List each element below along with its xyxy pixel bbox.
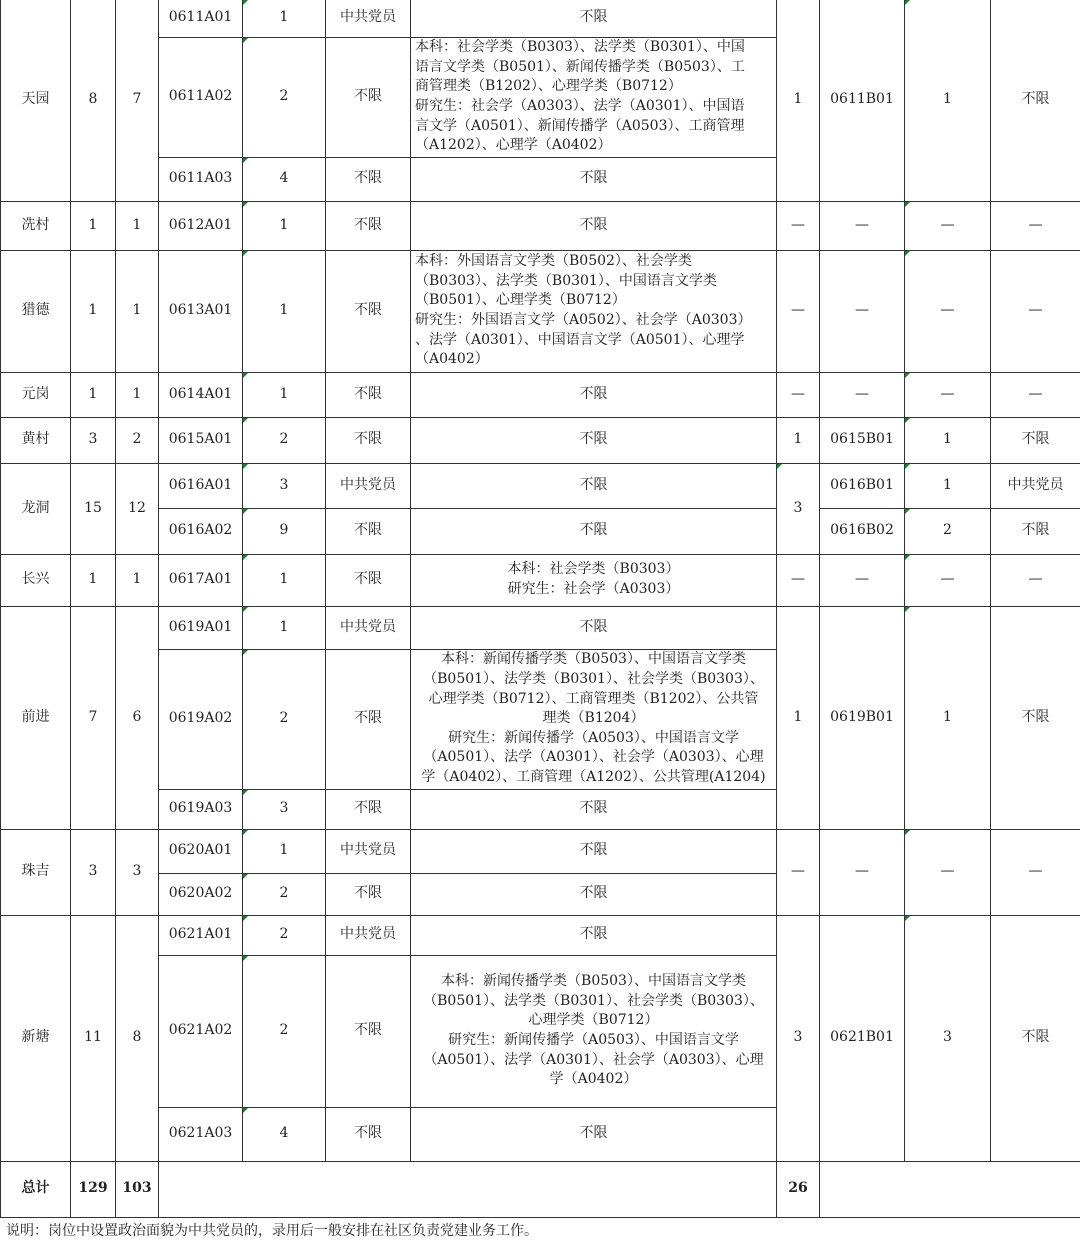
major-line: 研究生：外国语言文学（A0502）、社会学（A0303）: [415, 312, 752, 328]
major-requirement: 不限: [411, 1107, 777, 1161]
post-code: 0611A01: [159, 0, 243, 37]
post-count: 2: [243, 37, 326, 157]
planned-total: 15: [71, 463, 116, 554]
planned-total: 11: [71, 915, 116, 1161]
post-code: 0614A01: [159, 372, 243, 417]
political-status: 不限: [326, 37, 411, 157]
major-requirement: [411, 955, 777, 1107]
community-name: 前进: [1, 606, 71, 829]
b-post-total: —: [777, 829, 820, 915]
post-count: 2: [243, 955, 326, 1107]
b-post-code: 0616B02: [820, 508, 905, 554]
major-line: 研究生：社会学（A0303）、法学（A0301）、中国语: [415, 98, 745, 114]
table-row: [1, 508, 1080, 554]
major-requirement: 不限: [411, 0, 777, 37]
planned-total: 8: [71, 0, 116, 201]
b-post-count: 2: [905, 508, 991, 554]
post-count: 3: [243, 789, 326, 829]
b-post-code: 0611B01: [820, 0, 905, 201]
b-political-status: 不限: [991, 915, 1080, 1161]
post-code: 0611A02: [159, 37, 243, 157]
post-code: 0612A01: [159, 201, 243, 250]
planned-total: 7: [71, 606, 116, 829]
table-row: [1, 0, 1080, 37]
table-row: [1, 417, 1080, 463]
major-requirement: 不限: [411, 915, 777, 955]
post-code: 0620A01: [159, 829, 243, 873]
b-post-total: —: [777, 372, 820, 417]
community-name: 珠吉: [1, 829, 71, 915]
political-status: 不限: [326, 873, 411, 915]
post-count: 4: [243, 1107, 326, 1161]
b-post-code: —: [820, 250, 905, 372]
political-status: 不限: [326, 201, 411, 250]
political-status: 不限: [326, 789, 411, 829]
community-name: 龙洞: [1, 463, 71, 554]
major-line: 本科：外国语言文学类（B0502）、社会学类: [415, 253, 692, 270]
b-post-code: 0621B01: [820, 915, 905, 1161]
post-count: 1: [243, 201, 326, 250]
total-label: 总计: [1, 1161, 71, 1217]
a-post-total: 3: [116, 829, 159, 915]
major-requirement: 不限: [411, 508, 777, 554]
b-post-code: —: [820, 829, 905, 915]
planned-total: 3: [71, 829, 116, 915]
major-line: 本科：新闻传播学类（B0503）、中国语言文学类: [441, 973, 746, 990]
community-name: 长兴: [1, 554, 71, 606]
b-post-total: —: [777, 201, 820, 250]
major-line: 研究生：新闻传播学（A0503）、中国语言文学: [448, 1032, 739, 1048]
post-count: 9: [243, 508, 326, 554]
a-post-total: 1: [116, 554, 159, 606]
major-requirement: 不限: [411, 417, 777, 463]
political-status: 不限: [326, 417, 411, 463]
major-line: 研究生：社会学（A0303）: [507, 581, 680, 597]
b-post-code: —: [820, 372, 905, 417]
total-planned: 129: [71, 1161, 116, 1217]
b-political-status: 不限: [991, 606, 1080, 829]
post-count: 2: [243, 873, 326, 915]
a-post-total: 2: [116, 417, 159, 463]
major-line: 语言文学类（B0501）、新闻传播学类（B0503）、工: [415, 58, 745, 75]
major-requirement: [411, 554, 777, 606]
a-post-total: 8: [116, 915, 159, 1161]
b-post-total: 3: [777, 915, 820, 1161]
major-line: （B0501）、法学类（B0301）、社会学类（B0303）、: [423, 992, 764, 1009]
planned-total: 3: [71, 417, 116, 463]
table-row: [1, 554, 1080, 606]
post-count: 2: [243, 915, 326, 955]
major-requirement: 不限: [411, 829, 777, 873]
post-code: 0611A03: [159, 157, 243, 201]
b-political-status: 不限: [991, 0, 1080, 201]
major-line: 、法学（A0301）、中国语言文学（A0501）、心理学: [415, 331, 745, 348]
b-post-count: 1: [905, 0, 991, 201]
political-status: 不限: [326, 1107, 411, 1161]
b-post-code: —: [820, 201, 905, 250]
b-post-count: —: [905, 250, 991, 372]
major-line: 言文学（A0501）、新闻传播学（A0503）、工商管理: [415, 117, 745, 134]
a-post-total: 6: [116, 606, 159, 829]
major-requirement: 不限: [411, 463, 777, 508]
political-status: 中共党员: [326, 915, 411, 955]
post-code: 0621A02: [159, 955, 243, 1107]
major-line: 本科：社会学类（B0303）、法学类（B0301）、中国: [415, 39, 745, 56]
post-count: 1: [243, 554, 326, 606]
political-status: 不限: [326, 955, 411, 1107]
table-row: [1, 372, 1080, 417]
table-row: [1, 915, 1080, 955]
community-name: 元岗: [1, 372, 71, 417]
major-line: （A1202）、心理学（A0402）: [415, 137, 612, 154]
a-post-total: 7: [116, 0, 159, 201]
planned-total: 1: [71, 201, 116, 250]
b-post-code: 0619B01: [820, 606, 905, 829]
major-line: 商管理类（B1202）、心理学类（B0712）: [415, 78, 682, 95]
planned-total: 1: [71, 250, 116, 372]
major-requirement: 不限: [411, 873, 777, 915]
post-count: 1: [243, 829, 326, 873]
planned-total: 1: [71, 372, 116, 417]
political-status: 不限: [326, 649, 411, 789]
post-count: 4: [243, 157, 326, 201]
b-post-total: 1: [777, 606, 820, 829]
community-name: 猎德: [1, 250, 71, 372]
post-code: 0619A01: [159, 606, 243, 649]
major-requirement: 不限: [411, 372, 777, 417]
b-political-status: —: [991, 201, 1080, 250]
b-political-status: —: [991, 829, 1080, 915]
major-line: （A0501）、法学（A0301）、社会学（A0303）、心理: [423, 749, 764, 766]
major-requirement: 不限: [411, 606, 777, 649]
planned-total: 1: [71, 554, 116, 606]
b-political-status: —: [991, 250, 1080, 372]
total-empty-cell: [159, 1161, 777, 1217]
b-political-status: 不限: [991, 417, 1080, 463]
post-count: 1: [243, 372, 326, 417]
political-status: 不限: [326, 157, 411, 201]
b-post-code: 0616B01: [820, 463, 905, 508]
post-code: 0619A03: [159, 789, 243, 829]
major-requirement: [411, 37, 777, 157]
major-requirement: 不限: [411, 789, 777, 829]
major-line: 本科：新闻传播学类（B0503）、中国语言文学类: [441, 651, 746, 668]
table-row: [1, 606, 1080, 649]
post-count: 2: [243, 417, 326, 463]
post-count: 1: [243, 606, 326, 649]
b-post-count: 3: [905, 915, 991, 1161]
major-line: 理类（B1204）: [542, 710, 645, 727]
b-post-total: —: [777, 554, 820, 606]
a-post-total: 12: [116, 463, 159, 554]
table-row: [1, 829, 1080, 873]
footnote: 说明：岗位中设置政治面貌为中共党员的，录用后一般安排在社区负责党建业务工作。: [6, 1223, 538, 1239]
major-line: （B0303）、法学类（B0301）、中国语言文学类: [415, 272, 717, 289]
major-line: 心理学类（B0712）: [528, 1012, 659, 1029]
major-line: 学（A0402）、工商管理（A1202）、公共管理(A1204): [421, 768, 766, 785]
post-code: 0621A01: [159, 915, 243, 955]
major-line: 学（A0402）: [549, 1071, 638, 1088]
major-line: 研究生：新闻传播学（A0503）、中国语言文学: [448, 729, 739, 746]
post-code: 0616A01: [159, 463, 243, 508]
post-count: 1: [243, 250, 326, 372]
post-code: 0613A01: [159, 250, 243, 372]
a-post-total: 1: [116, 201, 159, 250]
community-name: 天园: [1, 0, 71, 201]
b-post-count: 1: [905, 417, 991, 463]
community-name: 新塘: [1, 915, 71, 1161]
post-code: 0616A02: [159, 508, 243, 554]
total-b-posts: 26: [777, 1161, 820, 1217]
major-line: （A0402）: [415, 351, 489, 368]
b-post-count: —: [905, 554, 991, 606]
community-name: 冼村: [1, 201, 71, 250]
b-post-code: 0615B01: [820, 417, 905, 463]
political-status: 中共党员: [326, 829, 411, 873]
table-row: [1, 463, 1080, 508]
a-post-total: 1: [116, 250, 159, 372]
b-post-count: 1: [905, 606, 991, 829]
b-post-code: —: [820, 554, 905, 606]
post-code: 0617A01: [159, 554, 243, 606]
major-requirement: 不限: [411, 201, 777, 250]
total-row: [1, 1161, 1080, 1217]
major-line: （A0501）、法学（A0301）、社会学（A0303）、心理: [423, 1051, 764, 1068]
post-count: 2: [243, 649, 326, 789]
political-status: 不限: [326, 372, 411, 417]
post-code: 0619A02: [159, 649, 243, 789]
political-status: 不限: [326, 508, 411, 554]
b-post-count: —: [905, 372, 991, 417]
total-empty-cell-right: [820, 1161, 1080, 1217]
major-line: 本科：社会学类（B0303）: [507, 561, 680, 578]
b-political-status: 不限: [991, 508, 1080, 554]
b-post-count: —: [905, 829, 991, 915]
total-a-posts: 103: [116, 1161, 159, 1217]
post-code: 0615A01: [159, 417, 243, 463]
post-code: 0621A03: [159, 1107, 243, 1161]
community-name: 黄村: [1, 417, 71, 463]
table-row: [1, 201, 1080, 250]
major-line: （B0501）、法学类（B0301）、社会学类（B0303）、: [423, 671, 764, 688]
b-political-status: —: [991, 554, 1080, 606]
table-row: [1, 250, 1080, 372]
political-status: 不限: [326, 554, 411, 606]
b-post-count: —: [905, 201, 991, 250]
a-post-total: 1: [116, 372, 159, 417]
political-status: 中共党员: [326, 463, 411, 508]
major-requirement: 不限: [411, 157, 777, 201]
major-line: （B0501）、心理学类（B0712）: [415, 292, 626, 309]
political-status: 中共党员: [326, 606, 411, 649]
post-count: 3: [243, 463, 326, 508]
b-political-status: 中共党员: [991, 463, 1080, 508]
b-post-total: —: [777, 250, 820, 372]
post-code: 0620A02: [159, 873, 243, 915]
political-status: 不限: [326, 250, 411, 372]
major-line: 心理学类（B0712）、工商管理类（B1202）、公共管: [428, 690, 759, 707]
b-political-status: —: [991, 372, 1080, 417]
b-post-total: 3: [777, 463, 820, 554]
major-requirement: [411, 649, 777, 789]
major-requirement: [411, 250, 777, 372]
b-post-count: 1: [905, 463, 991, 508]
post-count: 1: [243, 0, 326, 37]
political-status: 中共党员: [326, 0, 411, 37]
b-post-total: 1: [777, 417, 820, 463]
b-post-total: 1: [777, 0, 820, 201]
